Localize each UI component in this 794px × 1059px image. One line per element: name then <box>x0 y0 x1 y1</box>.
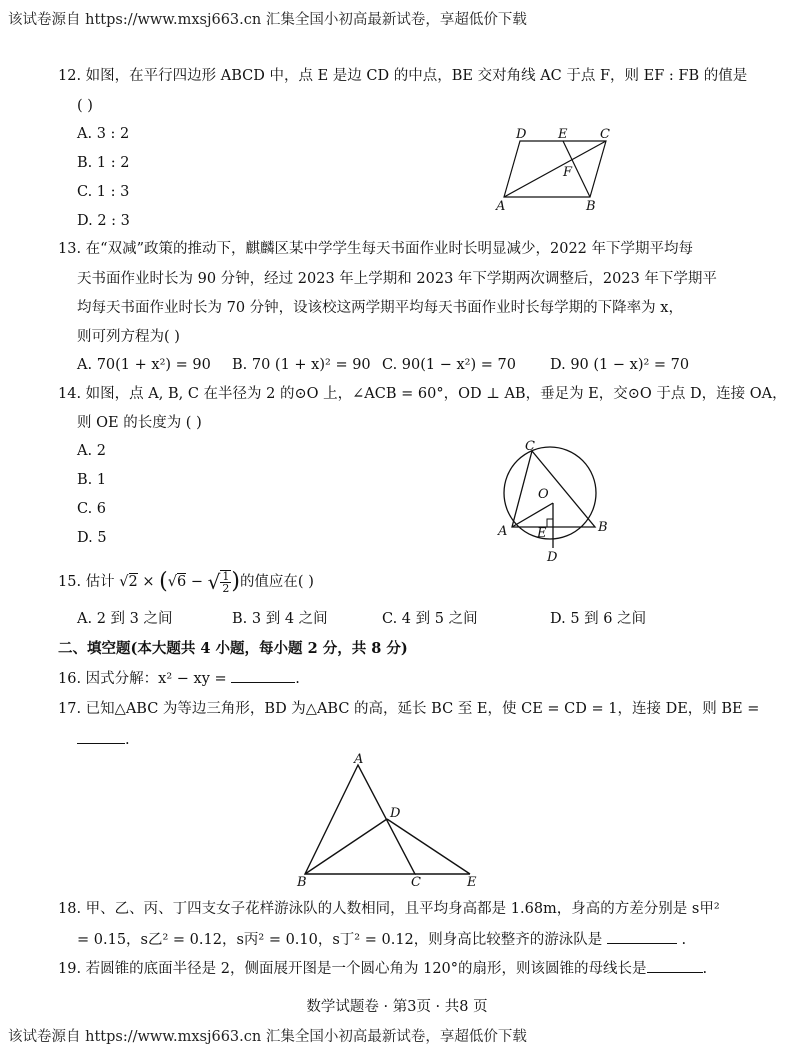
q17-period: . <box>125 732 130 748</box>
q16-stem <box>58 668 300 689</box>
q13-stem-line4: 则可列方程为( ) <box>77 329 180 345</box>
label-a: A <box>496 199 506 214</box>
label-e: E <box>467 875 477 890</box>
q15-option-b: B. 3 到 4 之间 <box>232 611 328 627</box>
q15-option-c: C. 4 到 5 之间 <box>382 611 478 627</box>
q14-option-a: A. 2 <box>77 443 106 459</box>
q12-answer-paren: ( ) <box>77 98 93 114</box>
q12-parallelogram-figure <box>490 124 640 214</box>
q19-answer-blank[interactable] <box>647 958 703 973</box>
sqrt-6: √6 <box>167 574 187 590</box>
label-d: D <box>390 806 401 821</box>
sqrt-2: √2 <box>119 574 138 590</box>
segment-de <box>387 819 470 874</box>
label-e: E <box>537 526 547 541</box>
right-paren: ) <box>231 569 240 594</box>
section-2-title: 二、填空题(本大题共 4 小题，每小题 2 分，共 8 分) <box>58 640 408 657</box>
page-footer: 数学试题卷 · 第3页 · 共8 页 <box>306 999 488 1015</box>
q16-text: 16. 因式分解：x² − xy = <box>58 671 227 687</box>
segment-bd <box>305 819 387 874</box>
circle-o <box>504 447 596 539</box>
q18-stem-line2 <box>77 929 686 950</box>
q13-option-c: C. 90(1 − x²) = 70 <box>382 357 516 373</box>
q13-option-d: D. 90 (1 − x)² = 70 <box>550 357 690 373</box>
q17-answer-line <box>77 729 130 750</box>
q14-option-d: D. 5 <box>77 530 107 546</box>
q13-stem-line3: 均每天书面作业时长为 70 分钟，设该校这两学期平均每天书面作业时长每学期的下降率为 x， <box>77 300 683 316</box>
label-f: F <box>563 165 573 180</box>
label-c: C <box>600 127 610 142</box>
q13-stem-line1: 13. 在“双减”政策的推动下，麒麟区某中学学生每天书面作业时长明显减少，2022 年下学期平均每 <box>58 241 694 257</box>
q14-option-b: B. 1 <box>77 472 107 488</box>
q12-stem-line1: 12. 如图，在平行四边形 ABCD 中，点 E 是边 CD 的中点，BE 交对角线 AC 于点 F，则 EF : FB 的值是 <box>58 68 748 84</box>
q19-stem <box>58 958 707 979</box>
q18-answer-blank[interactable] <box>607 929 677 944</box>
q15-stem <box>58 568 314 596</box>
q18-stem-line1: 18. 甲、乙、丙、丁四支女子花样游泳队的人数相同，且平均身高都是 1.68m，身高的方差分别是 s甲² <box>58 901 720 917</box>
label-o: O <box>538 487 549 502</box>
q19-text: 19. 若圆锥的底面半径是 2，侧面展开图是一个圆心角为 120°的扇形，则该圆锥的母线长是 <box>58 961 647 977</box>
q14-stem-line1: 14. 如图，点 A, B, C 在半径为 2 的⊙O 上，∠ACB = 60°，OD ⊥ AB，垂足为 E，交⊙O 于点 D，连接 OA， <box>58 386 787 402</box>
source-banner-top: 该试卷源自 https://www.mxsj663.cn 汇集全国小初高最新试卷，享超低价下载 <box>8 12 527 28</box>
label-e: E <box>558 127 568 142</box>
q14-option-c: C. 6 <box>77 501 107 517</box>
q13-option-a: A. 70(1 + x²) = 90 <box>77 357 211 373</box>
q17-answer-blank[interactable] <box>77 729 125 744</box>
q18-text: = 0.15，s乙² = 0.12，s丙² = 0.10，s丁² = 0.12，则身高比较整齐的游泳队是 <box>77 932 603 948</box>
q13-stem-line2: 天书面作业时长为 90 分钟，经过 2023 年上学期和 2023 年下学期两次调整后，2023 年下学期平 <box>77 271 717 287</box>
right-angle-mark <box>547 519 553 527</box>
q12-option-c: C. 1 : 3 <box>77 184 130 200</box>
left-paren: ( <box>159 569 168 594</box>
q19-period: . <box>702 961 708 977</box>
diagonal-ac <box>504 141 606 197</box>
label-b: B <box>297 875 307 890</box>
sqrt-half: √ $\frac{1}{2}$ <box>207 570 230 595</box>
q13-option-b: B. 70 (1 + x)² = 90 <box>232 357 371 373</box>
q17-triangle-figure <box>290 752 490 892</box>
q15-prefix: 15. 估计 <box>58 574 115 590</box>
label-c: C <box>411 875 421 890</box>
q12-option-a: A. 3 : 2 <box>77 126 130 142</box>
label-d: D <box>516 127 527 142</box>
minus-sign: − <box>190 574 203 590</box>
q18-period: . <box>681 932 687 948</box>
label-a: A <box>498 524 508 539</box>
q12-option-b: B. 1 : 2 <box>77 155 130 171</box>
times-sign: × <box>142 574 155 590</box>
q16-answer-blank[interactable] <box>231 668 295 683</box>
q17-stem-line1: 17. 已知△ABC 为等边三角形，BD 为△ABC 的高，延长 BC 至 E，使 CE = CD = 1，连接 DE，则 BE = <box>58 701 760 717</box>
q15-option-a: A. 2 到 3 之间 <box>77 611 173 627</box>
label-b: B <box>598 520 608 535</box>
q14-stem-line2: 则 OE 的长度为 ( ) <box>77 415 202 431</box>
q12-option-d: D. 2 : 3 <box>77 213 130 229</box>
label-a: A <box>354 752 364 767</box>
q15-option-d: D. 5 到 6 之间 <box>550 611 647 627</box>
label-d: D <box>547 550 558 565</box>
q15-suffix: 的值应在( ) <box>239 574 314 590</box>
label-c: C <box>525 439 535 454</box>
source-banner-bottom: 该试卷源自 https://www.mxsj663.cn 汇集全国小初高最新试卷，享超低价下载 <box>8 1029 527 1045</box>
q14-circle-figure <box>495 438 620 568</box>
q16-period: . <box>295 671 300 687</box>
label-b: B <box>586 199 596 214</box>
